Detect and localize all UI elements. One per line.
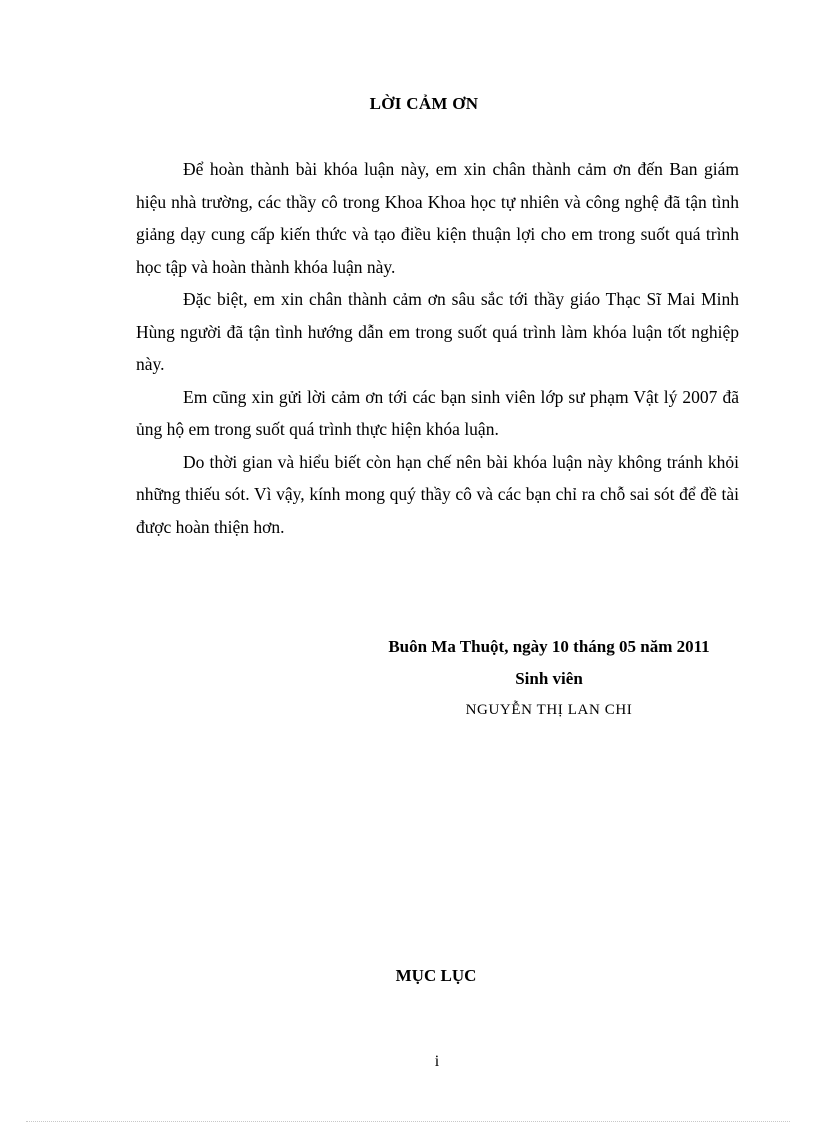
paragraph: Đặc biệt, em xin chân thành cảm ơn sâu sắc tới thầy giáo Thạc Sĩ Mai Minh Hùng người đã tận tình hướng dẫn em trong suốt quá trình làm khóa luận tốt nghiệp này. [136, 289, 739, 374]
toc-heading: MỤC LỤC [395, 966, 477, 985]
paragraph: Do thời gian và hiểu biết còn hạn chế nên bài khóa luận này không tránh khỏi những thiếu sót. Vì vậy, kính mong quý thầy cô và các bạn chỉ ra chỗ sai sót để đề tài được hoàn thiện hơn. [136, 451, 739, 537]
page-title: LỜI CẢM ƠN [369, 94, 479, 113]
signer-role: Sinh viên [515, 669, 583, 688]
paragraph: Để hoàn thành bài khóa luận này, em xin chân thành cảm ơn đến Ban giám hiệu nhà trường, các thầy cô trong Khoa Khoa học tự nhiên và công nghệ đã tận tình giảng dạy cung cấp kiến thức và tạo điều kiện thuận lợi cho em trong suốt quá trình học tập và hoàn thành khóa luận này. [136, 159, 739, 277]
signer-name: NGUYỄN THỊ LAN CHI [465, 702, 633, 718]
page-edge-divider [26, 1121, 790, 1122]
signature-block [360, 631, 738, 725]
acknowledgement-body [136, 153, 739, 543]
paragraph: Em cũng xin gửi lời cảm ơn tới các bạn sinh viên lớp sư phạm Vật lý 2007 đã ủng hộ em trong suốt quá trình thực hiện khóa luận. [136, 386, 739, 439]
place-date: Buôn Ma Thuột, ngày 10 tháng 05 năm 2011 [388, 637, 710, 656]
page-number: i [434, 1053, 440, 1070]
